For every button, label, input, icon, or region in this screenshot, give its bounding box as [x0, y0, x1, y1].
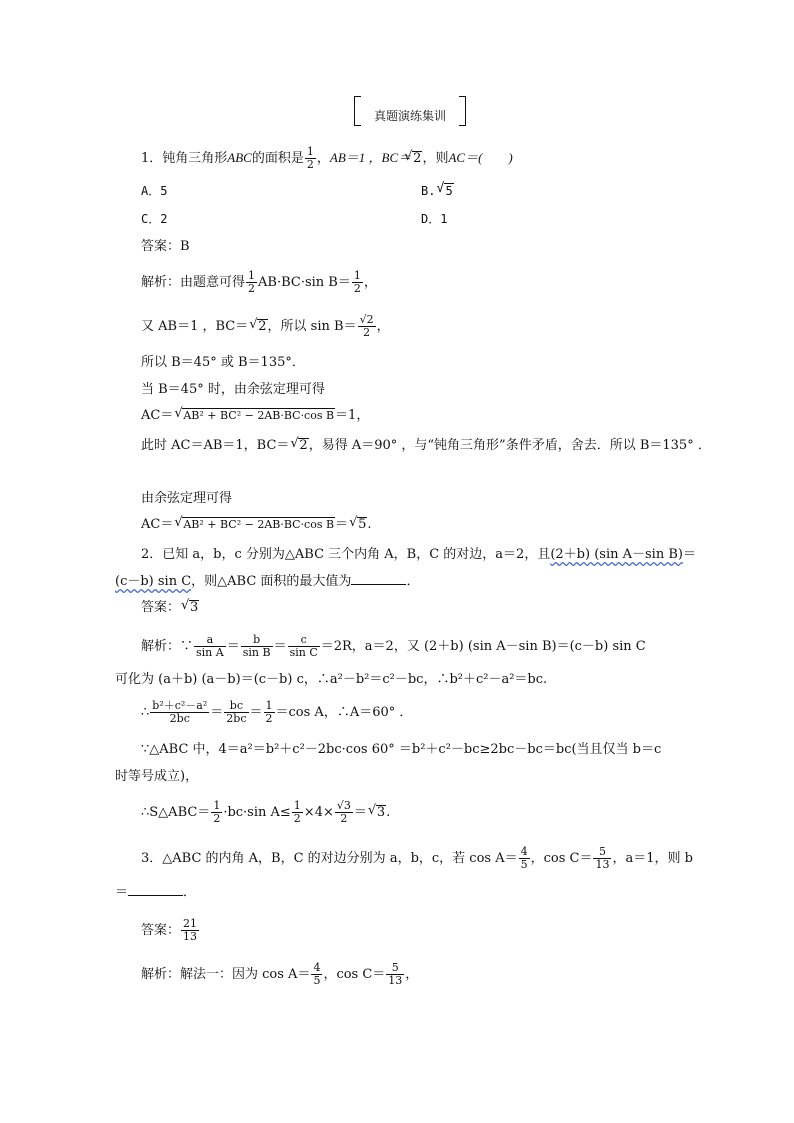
- q2-stem-line1: 2．已知 a，b，c 分别为△ABC 三个内角 A，B，C 的对边，a＝2，且(2＋b) (sin A－sin B)＝: [141, 547, 696, 562]
- q1-solution-line8: AC＝√ AB² + BC² − 2AB·BC·cos B＝√ 5.: [141, 516, 371, 534]
- q2-solution-line4: ∵△ABC 中，4＝a²＝b²＋c²－2bc·cos 60° ＝b²＋c²－bc≥2bc－bc＝bc(当且仅当 b＝c: [141, 742, 662, 757]
- answer-blank: [351, 572, 406, 585]
- q1-option-d: D．1: [421, 212, 448, 226]
- q1-option-a: A．5: [141, 184, 168, 198]
- q1-answer: 答案：B: [141, 239, 190, 254]
- q2-solution-line1: 解析：∵ $\frac{a}{\text{sin A}}$ ＝ $\frac{b}{\text{sin B}}$ ＝ $\frac{c}{\text{sin C}}$ ＝2R，a＝2，又 (2＋b) (sin A－sin B)＝(c－b) sin C: [141, 633, 646, 659]
- answer-blank: [128, 883, 183, 896]
- q1-solution-line1: 解析：由题意可得 $\frac{1}{2}$ AB·BC·sin B＝ $\frac{1}{2}$ ，: [141, 269, 377, 295]
- q1-solution-line5: AC＝√ AB² + BC² − 2AB·BC·cos B＝1，: [141, 407, 369, 425]
- q2-solution-line5: 时等号成立)，: [115, 769, 199, 784]
- section-title: 真题演练集训: [373, 109, 446, 123]
- q2-solution-line2: 可化为 (a＋b) (a－b)＝(c－b) c，∴a²－b²＝c²－bc，∴b²＋c²－a²＝bc.: [115, 672, 548, 687]
- q1-stem: 1．钝角三角形ABC的面积是 $\frac{1}{2}$ ，AB＝1 ，BC＝√ 2，则AC＝( ): [141, 146, 513, 171]
- q1-solution-line7: 由余弦定理可得: [141, 491, 233, 506]
- q2-answer: 答案：√ 3: [141, 599, 199, 617]
- q1-solution-line3: 所以 B＝45° 或 B＝135°．: [141, 355, 305, 370]
- q1-solution-line6: 此时 AC＝AB＝1，BC＝√ 2，易得 A＝90° ，与“钝角三角形”条件矛盾，舍去．所以 B＝135° ．: [141, 437, 711, 455]
- section-title-box: [354, 96, 466, 124]
- q1-option-c: C．2: [141, 212, 168, 226]
- q3-solution-line1: 解析：解法一：因为 cos A＝ $\frac{4}{5}$ ，cos C＝ $\frac{5}{13}$ ，: [141, 961, 419, 987]
- q2-solution-line3: ∴ $\frac{\text{b²＋c²－a²}}{2bc}$ ＝ $\frac{bc}{2bc}$ ＝ $\frac{1}{2}$ ＝cos A，∴A＝60° ．: [141, 699, 413, 725]
- q2-stem-line2: (c－b) sin C，则△ABC 面积的最大值为 ．: [115, 574, 420, 589]
- q1-option-b: B.√ 5: [421, 182, 454, 200]
- sqrt: √ 2: [412, 151, 422, 166]
- q1-solution-line4: 当 B＝45° 时，由余弦定理可得: [141, 382, 325, 397]
- q3-stem-line2: ＝ ．: [115, 885, 197, 900]
- q3-stem-line1: 3．△ABC 的内角 A，B，C 的对边分别为 a，b，c，若 cos A＝ $\frac{4}{5}$ ，cos C＝ $\frac{5}{13}$ ，a＝1，则 b: [141, 845, 693, 871]
- q3-answer: 答案： $\frac{21}{13}$: [141, 917, 198, 943]
- q2-solution-line6: ∴S△ABC＝ $\frac{1}{2}$ ·bc·sin A≤ $\frac{1}{2}$ ×4× $\frac{√3}{2}$ ＝√ 3.: [141, 800, 390, 825]
- q1-solution-line2: 又 AB＝1 ，BC＝√ 2，所以 sin B＝ $\frac{√2}{2}$ ，: [141, 314, 390, 339]
- fraction: $\frac{1}{2}$: [306, 145, 314, 171]
